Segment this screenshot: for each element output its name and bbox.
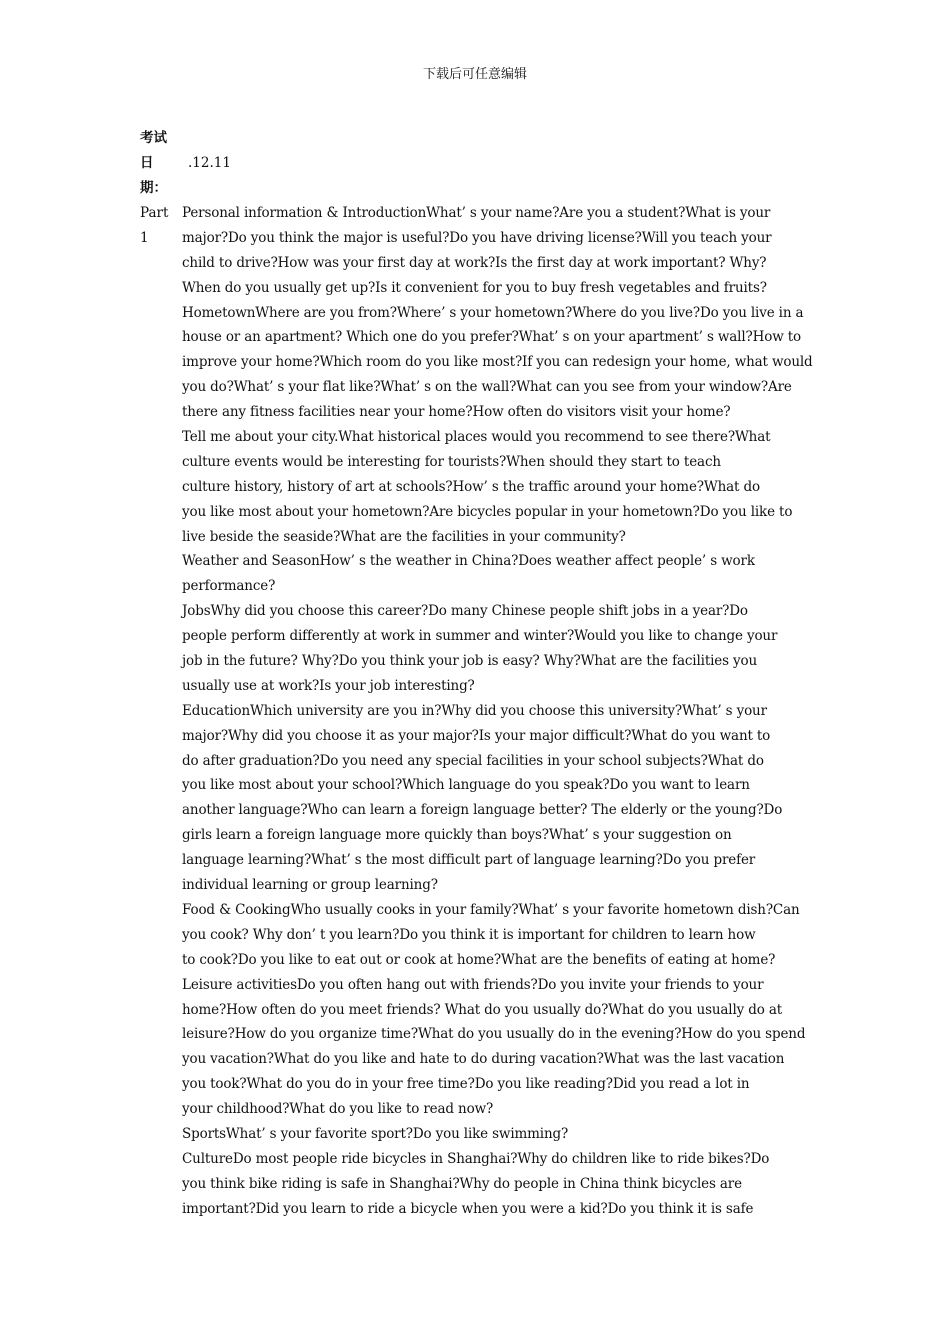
- text-line: you like most about your hometown?Are bicycles popular in your hometown?Do you like to: [182, 503, 793, 520]
- text-line: people perform differently at work in summer and winter?Would you like to change your: [182, 628, 778, 645]
- text-line: you like most about your school?Which language do you speak?Do you want to learn: [182, 777, 750, 794]
- text-line: do after graduation?Do you need any special facilities in your school subjects?What do: [182, 752, 764, 769]
- text-line: Weather and SeasonHow’ s the weather in China?Does weather affect people’ s work: [182, 553, 755, 570]
- text-line: HometownWhere are you from?Where’ s your hometown?Where do you live?Do you live in a: [182, 304, 804, 321]
- text-line: home?How often do you meet friends? What do you usually do?What do you usually do at: [182, 1001, 783, 1018]
- text-line: you vacation?What do you like and hate to do during vacation?What was the last vacation: [182, 1051, 785, 1068]
- text-line: you cook? Why don’ t you learn?Do you think it is important for children to learn how: [182, 926, 756, 943]
- text-line: CultureDo most people ride bicycles in Shanghai?Why do children like to ride bikes?Do: [182, 1150, 770, 1167]
- text-line: leisure?How do you organize time?What do you usually do in the evening?How do you spend: [182, 1026, 806, 1043]
- text-line: girls learn a foreign language more quickly than boys?What’ s your suggestion on: [182, 827, 732, 844]
- text-line: child to drive?How was your first day at work?Is the first day at work important? Why?: [182, 254, 767, 271]
- text-line: culture history, history of art at schools?How’ s the traffic around your home?What do: [182, 478, 760, 495]
- text-line: you think bike riding is safe in Shanghai?Why do people in China think bicycles are: [182, 1175, 742, 1192]
- text-line: house or an apartment? Which one do you prefer?What’ s on your apartment’ s wall?How to: [182, 329, 801, 346]
- text-line: Tell me about your city.What historical places would you recommend to see there?What: [182, 429, 771, 446]
- text-line: JobsWhy did you choose this career?Do many Chinese people shift jobs in a year?Do: [182, 603, 748, 620]
- text-line: major?Why did you choose it as your major?Is your major difficult?What do you want to: [182, 727, 771, 744]
- part-label: Part 1: [140, 205, 169, 246]
- exam-date-label: 考试日期：: [140, 130, 167, 196]
- text-line: improve your home?Which room do you like most?If you can redesign your home, what would: [182, 354, 813, 371]
- text-line: live beside the seaside?What are the facilities in your community?: [182, 528, 626, 545]
- text-line: you do?What’ s your flat like?What’ s on the wall?What can you see from your window?Are: [182, 379, 792, 396]
- text-line: EducationWhich university are you in?Why did you choose this university?What’ s your: [182, 702, 767, 719]
- text-line: Personal information & IntroductionWhat’ s your name?Are you a student?What is your: [182, 205, 771, 221]
- text-line: When do you usually get up?Is it convenient for you to buy fresh vegetables and fruits?: [182, 279, 767, 296]
- text-line: performance?: [182, 578, 276, 595]
- exam-date-value: .12.11: [188, 155, 231, 171]
- text-line: Leisure activitiesDo you often hang out with friends?Do you invite your friends to your: [182, 976, 764, 993]
- question-list: [182, 201, 812, 1222]
- text-line: language learning?What’ s the most difficult part of language learning?Do you prefer: [182, 852, 756, 869]
- text-line: another language?Who can learn a foreign language better? The elderly or the young?Do: [182, 802, 783, 819]
- text-line: individual learning or group learning?: [182, 877, 438, 894]
- text-line: job in the future? Why?Do you think your job is easy? Why?What are the facilities you: [182, 653, 758, 670]
- text-line: you took?What do you do in your free time?Do you like reading?Did you read a lot in: [182, 1076, 750, 1093]
- text-line: major?Do you think the major is useful?Do you have driving license?Will you teach your: [182, 229, 772, 246]
- header-note: 下载后可任意编辑: [422, 67, 527, 82]
- text-line: usually use at work?Is your job interesting?: [182, 677, 475, 694]
- text-line: Food & CookingWho usually cooks in your family?What’ s your favorite hometown dish?Can: [182, 901, 800, 918]
- text-line: SportsWhat’ s your favorite sport?Do you like swimming?: [182, 1125, 569, 1142]
- text-line: important?Did you learn to ride a bicycle when you were a kid?Do you think it is safe: [182, 1200, 754, 1217]
- text-line: culture events would be interesting for tourists?When should they start to teach: [182, 453, 721, 470]
- text-line: there any fitness facilities near your home?How often do visitors visit your home?: [182, 404, 731, 421]
- text-line: your childhood?What do you like to read now?: [182, 1101, 494, 1118]
- text-line: to cook?Do you like to eat out or cook at home?What are the benefits of eating at home?: [182, 951, 776, 968]
